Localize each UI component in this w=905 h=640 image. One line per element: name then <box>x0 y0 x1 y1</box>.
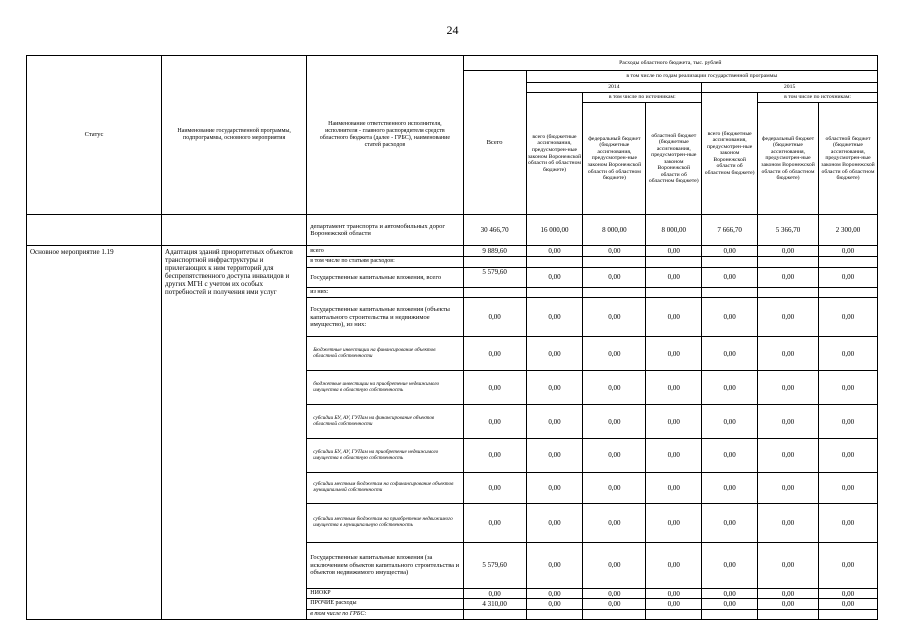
cell-2014-federal <box>583 257 646 267</box>
cell-2015-all: 0,00 <box>702 439 758 473</box>
header-2015-federal: федеральный бюджет (бюджетные ассигнования, предусмотрен-ные законом Воронежской области об областном бюджете) <box>758 103 819 215</box>
cell-2015-regional: 0,00 <box>818 542 877 588</box>
cell-2014-federal: 0,00 <box>583 371 646 405</box>
cell-2014-regional: 8 000,00 <box>646 215 702 246</box>
header-executor: Наименование ответственного исполнителя, исполнителя - главного распорядителя средств областного бюджета (далее - ГРБС), наименование статей расходов <box>307 56 463 215</box>
header-2014-by-sources: в том числе по источникам: <box>583 92 702 102</box>
cell-2015-regional: 0,00 <box>818 246 877 257</box>
row-label: Бюджетные инвестиции на финансирование объектов областной собственности <box>307 337 463 371</box>
cell-total: 0,00 <box>463 439 526 473</box>
cell-2015-regional: 0,00 <box>818 439 877 473</box>
row-label: субсидии БУ, АУ, ГУПам на приобретение недвижимого имущества в областную собственность <box>307 439 463 473</box>
cell-2014-federal <box>583 288 646 298</box>
row-label: Государственные капитальные вложения (объекты капитального строительства и недвижимое имущество), из них: <box>307 298 463 337</box>
cell-total: 0,00 <box>463 337 526 371</box>
cell-2014-all <box>526 609 583 619</box>
cell-2014-regional <box>646 257 702 267</box>
table-row <box>27 215 878 246</box>
cell-2015-federal: 0,00 <box>758 503 819 542</box>
cell-2015-all: 0,00 <box>702 267 758 288</box>
table-row <box>27 246 878 257</box>
header-total: Всего <box>463 71 526 215</box>
cell-2015-regional: 0,00 <box>818 472 877 503</box>
cell-2015-all: 0,00 <box>702 599 758 609</box>
cell-total: 9 889,60 <box>463 246 526 257</box>
cell-2014-federal: 0,00 <box>583 246 646 257</box>
header-2014-all: всего (бюджетные ассигнования, предусмотрен-ные законом Воронежской области об областном бюджете) <box>526 92 583 214</box>
cell-2014-regional: 0,00 <box>646 405 702 439</box>
cell-2015-all <box>702 609 758 619</box>
cell-2015-all: 0,00 <box>702 589 758 599</box>
cell-2015-regional: 0,00 <box>818 503 877 542</box>
cell-2014-regional: 0,00 <box>646 503 702 542</box>
cell-2015-all: 0,00 <box>702 246 758 257</box>
header-expenses-title: Расходы областного бюджета, тыс. рублей <box>463 56 877 71</box>
header-2015-by-sources: в том числе по источникам: <box>758 92 878 102</box>
row-label: субсидии местным бюджетам на приобретение недвижимого имущества в муниципальную собственность <box>307 503 463 542</box>
cell-total: 4 310,00 <box>463 599 526 609</box>
cell-2014-all: 0,00 <box>526 371 583 405</box>
cell-2015-all <box>702 257 758 267</box>
cell-2014-federal: 0,00 <box>583 337 646 371</box>
cell-2015-all: 7 666,70 <box>702 215 758 246</box>
cell-2014-federal <box>583 609 646 619</box>
cell-2015-regional: 0,00 <box>818 371 877 405</box>
cell-total: 30 466,70 <box>463 215 526 246</box>
header-year-2014: 2014 <box>526 82 702 92</box>
cell-2014-federal: 0,00 <box>583 405 646 439</box>
cell-2015-regional: 0,00 <box>818 405 877 439</box>
cell-total: 0,00 <box>463 371 526 405</box>
header-2014-federal: федеральный бюджет (бюджетные ассигнования, предусмотрен-ные законом Воронежской области об областном бюджете) <box>583 103 646 215</box>
cell-2015-all: 0,00 <box>702 298 758 337</box>
main-event-name: Адаптация зданий приоритетных объектов транспортной инфраструктуры и прилегающих к ним территорий для беспрепятственного доступа инвалидов и других МГН с учетом их особых потребностей и получения ими услуг <box>162 246 307 620</box>
cell-2014-regional: 0,00 <box>646 472 702 503</box>
cell-2014-regional: 0,00 <box>646 246 702 257</box>
cell-2014-all: 0,00 <box>526 589 583 599</box>
cell-2014-regional: 0,00 <box>646 298 702 337</box>
cell-2015-federal: 0,00 <box>758 472 819 503</box>
cell-2014-regional: 0,00 <box>646 337 702 371</box>
cell-2014-federal: 0,00 <box>583 503 646 542</box>
cell-2015-all: 0,00 <box>702 337 758 371</box>
cell-2014-regional: 0,00 <box>646 589 702 599</box>
row-label: департамент транспорта и автомобильных дорог Воронежской области <box>307 215 463 246</box>
cell-2014-federal: 0,00 <box>583 599 646 609</box>
cell-2015-all <box>702 288 758 298</box>
cell-2015-all: 0,00 <box>702 472 758 503</box>
cell-2015-regional: 2 300,00 <box>818 215 877 246</box>
cell-2015-regional: 0,00 <box>818 298 877 337</box>
cell-2014-regional <box>646 288 702 298</box>
cell-2015-all: 0,00 <box>702 503 758 542</box>
cell-2015-federal <box>758 288 819 298</box>
cell-2015-regional <box>818 288 877 298</box>
cell-2015-federal: 0,00 <box>758 599 819 609</box>
cell-2014-all: 0,00 <box>526 503 583 542</box>
cell-2015-federal <box>758 257 819 267</box>
cell-2014-federal: 0,00 <box>583 542 646 588</box>
cell-2015-all: 0,00 <box>702 405 758 439</box>
header-2014-regional: областной бюджет (бюджетные ассигнования, предусмотрен-ные законом Воронежской области об областном бюджете) <box>646 103 702 215</box>
cell-2014-federal: 0,00 <box>583 439 646 473</box>
header-2015-all: всего (бюджетные ассигнования, предусмотрен-ные законом Воронежской области об областном бюджете) <box>702 92 758 214</box>
cell-2014-federal: 8 000,00 <box>583 215 646 246</box>
cell-2015-federal: 0,00 <box>758 246 819 257</box>
cell-total: 0,00 <box>463 589 526 599</box>
main-event-status: Основное мероприятие 1.19 <box>27 246 162 620</box>
row-label: НИОКР <box>307 589 463 599</box>
budget-table <box>26 55 878 620</box>
row-label: в том числе по ГРБС: <box>307 609 463 619</box>
cell-total: 0,00 <box>463 298 526 337</box>
row-label: Государственные капитальные вложения, всего <box>307 267 463 288</box>
cell-total <box>463 288 526 298</box>
cell-2015-regional: 0,00 <box>818 337 877 371</box>
cell-total: 0,00 <box>463 405 526 439</box>
header-2015-regional: областной бюджет (бюджетные ассигнования, предусмотрен-ные законом Воронежской области об областном бюджете) <box>818 103 877 215</box>
cell-2015-all: 0,00 <box>702 542 758 588</box>
cell-total: 0,00 <box>463 503 526 542</box>
cell-2014-federal: 0,00 <box>583 298 646 337</box>
cell-2014-all: 0,00 <box>526 267 583 288</box>
cell-2015-federal: 0,00 <box>758 589 819 599</box>
header-program-name: Наименование государственной программы, подпрограммы, основного мероприятия <box>162 56 307 215</box>
cell-total: 5 579,60 <box>463 267 526 288</box>
cell-2015-federal: 0,00 <box>758 267 819 288</box>
cell-2014-regional: 0,00 <box>646 439 702 473</box>
cell-2015-federal <box>758 609 819 619</box>
cell-total <box>463 609 526 619</box>
header-year-2015: 2015 <box>702 82 878 92</box>
cell-2015-federal: 0,00 <box>758 337 819 371</box>
cell-2015-regional: 0,00 <box>818 267 877 288</box>
cell-2014-federal: 0,00 <box>583 589 646 599</box>
row-label: субсидии БУ, АУ, ГУПам на финансирование объектов областной собственности <box>307 405 463 439</box>
cell-2014-all: 16 000,00 <box>526 215 583 246</box>
row-label: бюджетные инвестиции на приобретение недвижимого имущества в областную собственность <box>307 371 463 405</box>
cell-2015-regional: 0,00 <box>818 599 877 609</box>
cell-2014-all: 0,00 <box>526 246 583 257</box>
cell-2014-regional: 0,00 <box>646 267 702 288</box>
row-label: Государственные капитальные вложения (за исключением объектов капитального строительства и объектов недвижимого имущества) <box>307 542 463 588</box>
cell-2015-regional <box>818 609 877 619</box>
cell-2014-all: 0,00 <box>526 599 583 609</box>
cell-2014-all <box>526 257 583 267</box>
cell-2014-all: 0,00 <box>526 542 583 588</box>
cell-2014-regional: 0,00 <box>646 542 702 588</box>
row-label: из них: <box>307 288 463 298</box>
cell-total: 0,00 <box>463 472 526 503</box>
cell-2015-regional <box>818 257 877 267</box>
page-number: 24 <box>446 23 459 37</box>
cell-2014-all: 0,00 <box>526 439 583 473</box>
cell-2015-federal: 0,00 <box>758 371 819 405</box>
cell-2015-federal: 5 366,70 <box>758 215 819 246</box>
cell-2014-all: 0,00 <box>526 337 583 371</box>
cell-2014-all <box>526 288 583 298</box>
cell-2015-federal: 0,00 <box>758 439 819 473</box>
cell-2015-federal: 0,00 <box>758 542 819 588</box>
row-label: ПРОЧИЕ расходы <box>307 599 463 609</box>
cell-2014-regional <box>646 609 702 619</box>
cell-2014-federal: 0,00 <box>583 267 646 288</box>
cell-2014-regional: 0,00 <box>646 371 702 405</box>
cell-2014-all: 0,00 <box>526 472 583 503</box>
header-status: Статус <box>27 56 162 215</box>
cell-total <box>463 257 526 267</box>
cell-2014-all: 0,00 <box>526 298 583 337</box>
cell-2015-all: 0,00 <box>702 371 758 405</box>
row-label: субсидии местным бюджетам на софинансирование объектов муниципальной собственности <box>307 472 463 503</box>
cell-2014-regional: 0,00 <box>646 599 702 609</box>
header-by-years: в том числе по годам реализации государственной программы <box>526 71 877 82</box>
cell-2015-federal: 0,00 <box>758 298 819 337</box>
cell-2015-federal: 0,00 <box>758 405 819 439</box>
cell-2014-federal: 0,00 <box>583 472 646 503</box>
cell-2014-all: 0,00 <box>526 405 583 439</box>
cell-total: 5 579,60 <box>463 542 526 588</box>
row-label: всего <box>307 246 463 257</box>
cell-2015-regional: 0,00 <box>818 589 877 599</box>
row-label: в том числе по статьям расходов: <box>307 257 463 267</box>
